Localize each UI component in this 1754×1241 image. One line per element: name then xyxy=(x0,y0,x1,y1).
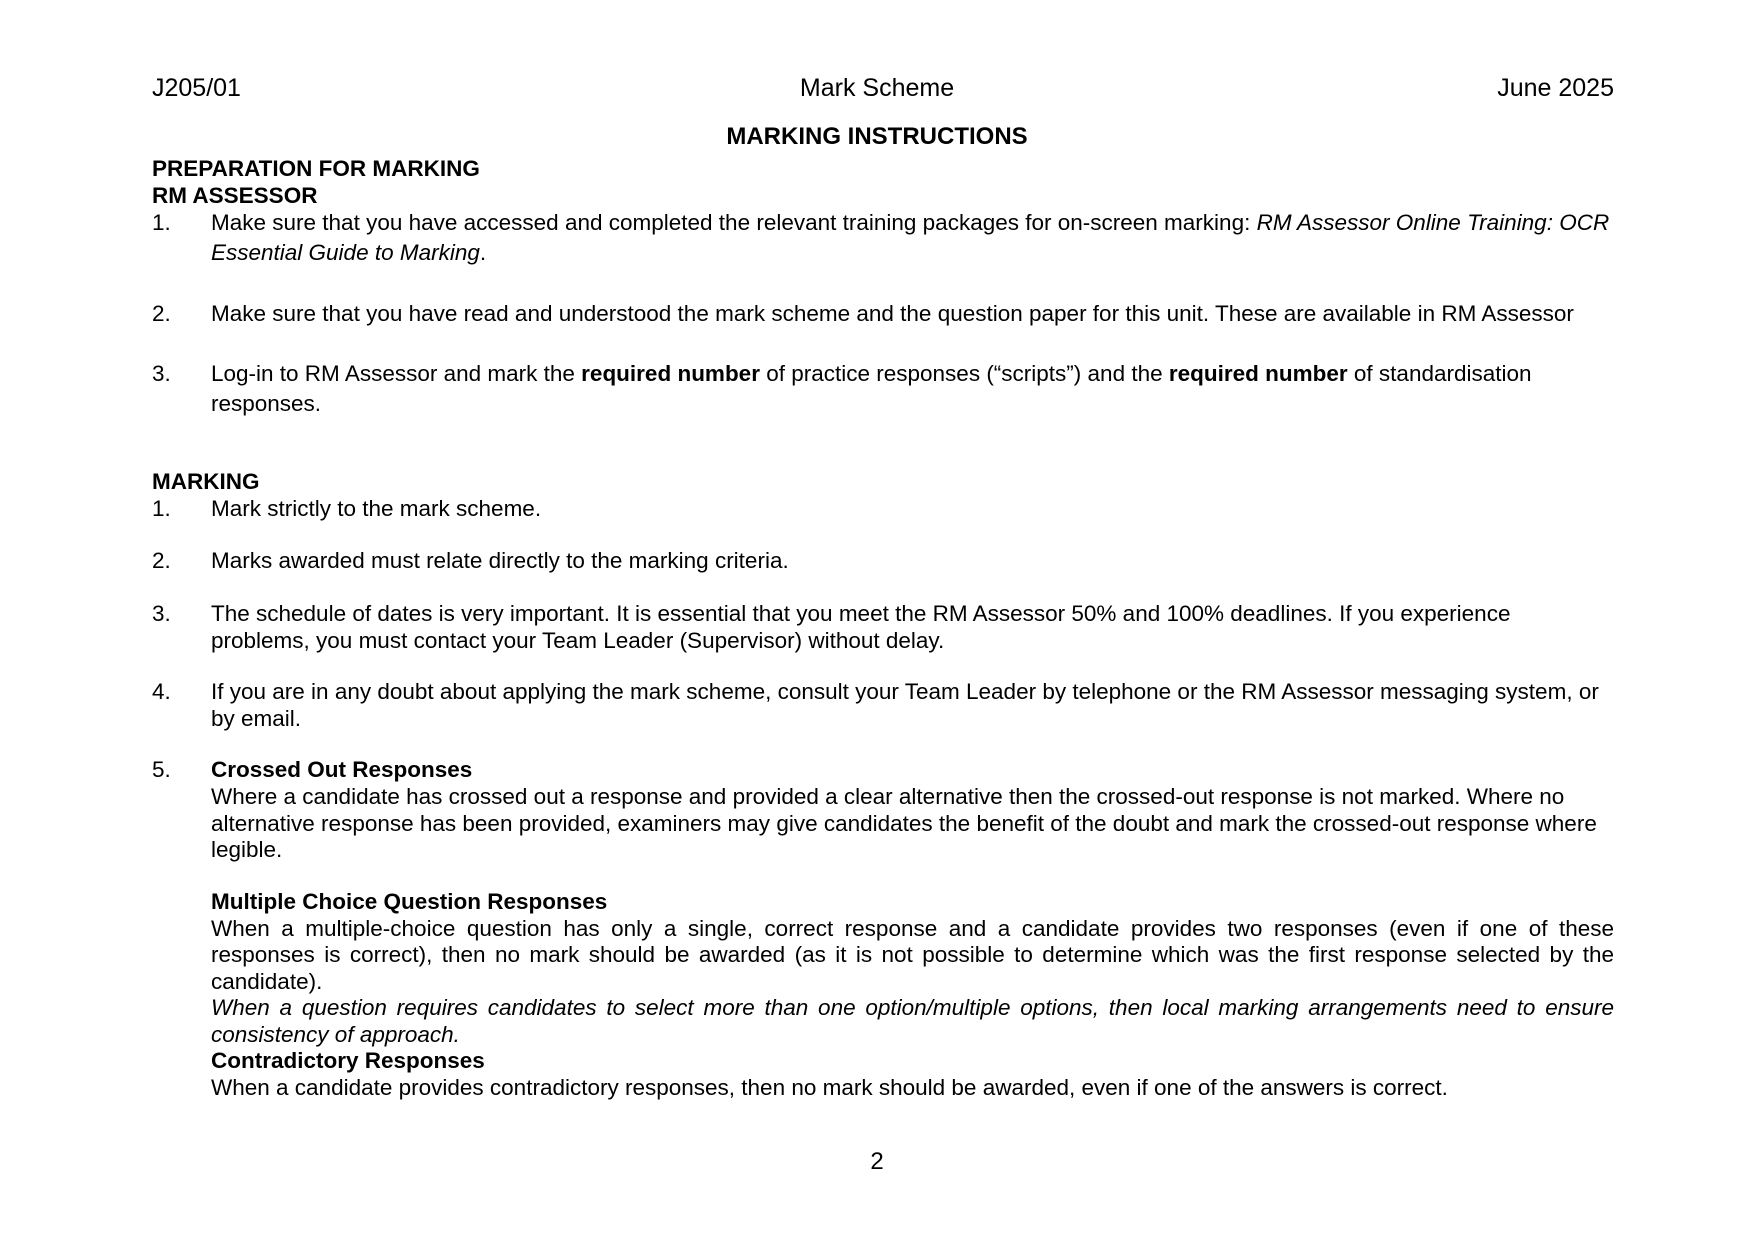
prep-item-3 xyxy=(152,359,1614,419)
contradictory-text: When a candidate provides contradictory responses, then no mark should be awarded, even if one of the answers is correct. xyxy=(211,1074,1448,1100)
marking-item-2 xyxy=(152,547,1614,574)
list-number: 5. xyxy=(152,757,171,782)
mcq-heading: Multiple Choice Question Responses xyxy=(211,889,608,914)
marking-item-3 xyxy=(152,600,1614,654)
marking-heading: MARKING xyxy=(152,469,260,494)
header-title: Mark Scheme xyxy=(799,74,955,102)
contradictory-heading: Contradictory Responses xyxy=(211,1048,485,1073)
paper-code: J205/01 xyxy=(152,74,241,102)
marking-item-5 xyxy=(152,756,1614,783)
training-title: RM Assessor Online Training: OCR Essential Guide to Marking xyxy=(211,210,1610,265)
list-text: Mark strictly to the mark scheme. xyxy=(211,496,542,521)
list-number: 3. xyxy=(152,361,171,386)
list-number: 2. xyxy=(152,301,171,326)
page-title: MARKING INSTRUCTIONS xyxy=(726,123,1028,150)
list-text: Marks awarded must relate directly to the marking criteria. xyxy=(211,548,789,573)
list-number: 2. xyxy=(152,548,171,573)
crossed-out-heading: Crossed Out Responses xyxy=(211,757,473,782)
list-number: 4. xyxy=(152,679,171,704)
list-text: The schedule of dates is very important. It is essential that you meet the RM Assessor 50% and 100% deadlines. If you experience problems, you must contact your Team Leader (Supervisor) without delay. xyxy=(211,601,1511,653)
header-date: June 2025 xyxy=(1497,74,1614,102)
list-number: 1. xyxy=(152,496,171,521)
preparation-heading: PREPARATION FOR MARKING xyxy=(152,156,480,181)
list-text: Make sure that you have accessed and completed the relevant training packages for on-screen marking: RM Assessor Online Training: OCR Essential Guide to Marking. xyxy=(211,210,1610,265)
mcq-section xyxy=(211,889,1614,1101)
list-text: If you are in any doubt about applying the mark scheme, consult your Team Leader by telephone or the RM Assessor messaging system, or by email. xyxy=(211,679,1599,731)
mcq-italic-note: When a question requires candidates to select more than one option/multiple options, then local marking arrangements need to ensure consistency of approach. xyxy=(211,995,1614,1047)
page-number: 2 xyxy=(870,1148,884,1175)
crossed-out-text: Where a candidate has crossed out a response and provided a clear alternative then the crossed-out response is not marked. Where no alternative response has been provided, examiners may give candidates the benefit of the doubt and mark the crossed-out response where legible. xyxy=(211,784,1597,862)
list-text: Make sure that you have read and understood the mark scheme and the question paper for this unit. These are available in RM Assessor xyxy=(211,301,1574,326)
marking-item-1 xyxy=(152,495,1614,522)
marking-item-4 xyxy=(152,678,1614,732)
list-number: 3. xyxy=(152,601,171,626)
rm-assessor-heading: RM ASSESSOR xyxy=(152,183,318,208)
prep-item-2 xyxy=(152,299,1614,329)
list-text: Log-in to RM Assessor and mark the required number of practice responses (“scripts”) and the required number of standardisation responses. xyxy=(211,361,1532,416)
list-number: 1. xyxy=(152,210,171,235)
mcq-text: When a multiple-choice question has only a single, correct response and a candidate provides two responses (even if one of these responses is correct), then no mark should be awarded (as it is not possible to determine which was the first response selected by the candidate). xyxy=(211,915,1614,994)
prep-item-1 xyxy=(152,208,1614,268)
